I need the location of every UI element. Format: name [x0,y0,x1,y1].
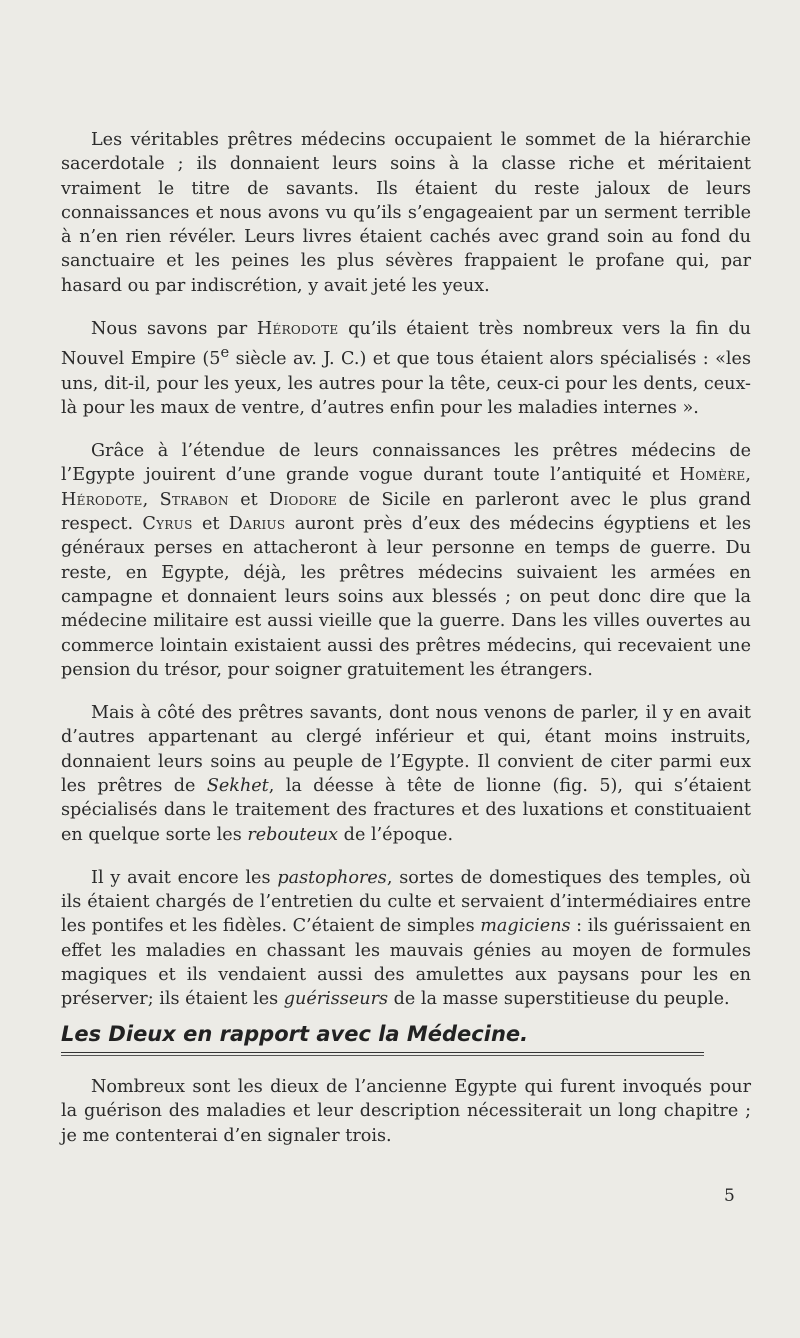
page-number: 5 [724,1186,735,1206]
body-text [61,128,751,1031]
paragraph-3 [61,439,751,682]
text-run: de la masse superstitieuse du peuple. [388,989,730,1010]
text-run: , sortes de domestiques des temples, où ils étaient chargés de l’entretien du culte et servaient d’intermédiaires entre les pontifes et les fidèles. C’étaient de simples [61,867,751,937]
text-run: de Sicile en parleront avec le plus grand respect. [61,489,751,535]
text-run: auront près d’eux des médecins égyptiens et les généraux perses en attacheront à leur personne en temps de guerre. Du reste, en Egypte, déjà, les prêtres médecins suivaient les armées en campagne et donnaient leurs soins aux blessés ; on peut donc dire que la médecine militaire est aussi vieille que la guerre. Dans les villes ouvertes au commerce lointain existaient aussi des prêtres médecins, qui recevaient une pension du trésor, pour soigner gratuitement les étrangers. [61,514,751,680]
text-run: Il y avait encore les [91,867,278,888]
name-herodote: Hérodote [61,489,143,510]
text-run: et [192,514,229,535]
text-run: , [142,489,160,510]
section-heading: Les Dieux en rapport avec la Médecine. [61,1022,529,1046]
text-run: , la déesse à tête de lionne (fig. 5), qui s’étaient spécialisés dans le traitement des fractures et des luxations et constituaient en quelque sorte les [61,775,751,845]
paragraph-2 [61,317,751,420]
heading-underline-second [61,1055,704,1056]
text-run: et [228,489,270,510]
text-run: Nous savons par [91,319,257,340]
name-herodote: Hérodote [256,319,339,340]
italic-sekhet: Sekhet [206,775,269,796]
italic-pastophores: pastophores [277,867,387,888]
name-diodore: Diodore [269,489,338,510]
text-run: : ils guérissaient en effet les maladies en chassant les mauvais génies au moyen de formules magiques et ils vendaient aussi des amulettes aux paysans pour les en préserver; ils étaient les [61,916,751,1010]
name-homere: Homère [679,465,746,486]
paragraph-5 [61,866,751,1012]
name-strabon: Strabon [159,489,229,510]
text-run: , [745,465,751,486]
paragraph-1: Les véritables prêtres médecins occupaient le sommet de la hiérarchie sacerdotale ; ils donnaient leurs soins à la classe riche et méritaient vraiment le titre de savants. Ils étaient du reste jaloux de leurs connaissances et nous avons vu qu’ils s’engageaient par un serment terrible à n’en rien révéler. Leurs livres étaient cachés avec grand soin au fond du sanctuaire et les peines les plus sévères frappaient le profane qui, par hasard ou par indiscrétion, y avait jeté les yeux. [61,130,751,296]
superscript-e: e [220,344,230,362]
italic-rebouteux: rebouteux [247,824,339,845]
text-run: Mais à côté des prêtres savants, dont nous venons de parler, il y en avait d’autres appartenant au clergé inférieur et qui, étant moins instruits, donnaient leurs soins au peuple de l’Egypte. Il convient de citer parmi eux les prêtres de [61,703,751,796]
heading-underline [61,1052,704,1053]
name-cyrus: Cyrus [142,514,193,535]
name-darius: Darius [228,514,286,535]
italic-magiciens: magiciens [480,916,571,937]
text-run: siècle av. J. C.) et que tous étaient alors spécialisés : «les uns, dit-il, pour les yeux, les autres pour la tête, ceux-ci pour les dents, ceux-là pour les maux de ventre, d’autres enfin pour les maladies internes ». [61,349,751,418]
italic-guerisseurs: guérisseurs [283,989,389,1010]
text-run: Grâce à l’étendue de leurs connaissances les prêtres médecins de l’Egypte jouirent d’une grande vogue durant toute l’antiquité et [61,441,751,486]
text-run: qu’ils étaient très nombreux vers la fin du Nouvel Empire (5 [61,319,751,370]
paragraph-6: Nombreux sont les dieux de l’ancienne Egypte qui furent invoqués pour la guérison des maladies et leur description nécessiterait un long chapitre ; je me contenterai d’en signaler trois. [61,1077,751,1146]
text-run: de l’époque. [338,824,454,845]
paragraph-4 [61,701,751,847]
